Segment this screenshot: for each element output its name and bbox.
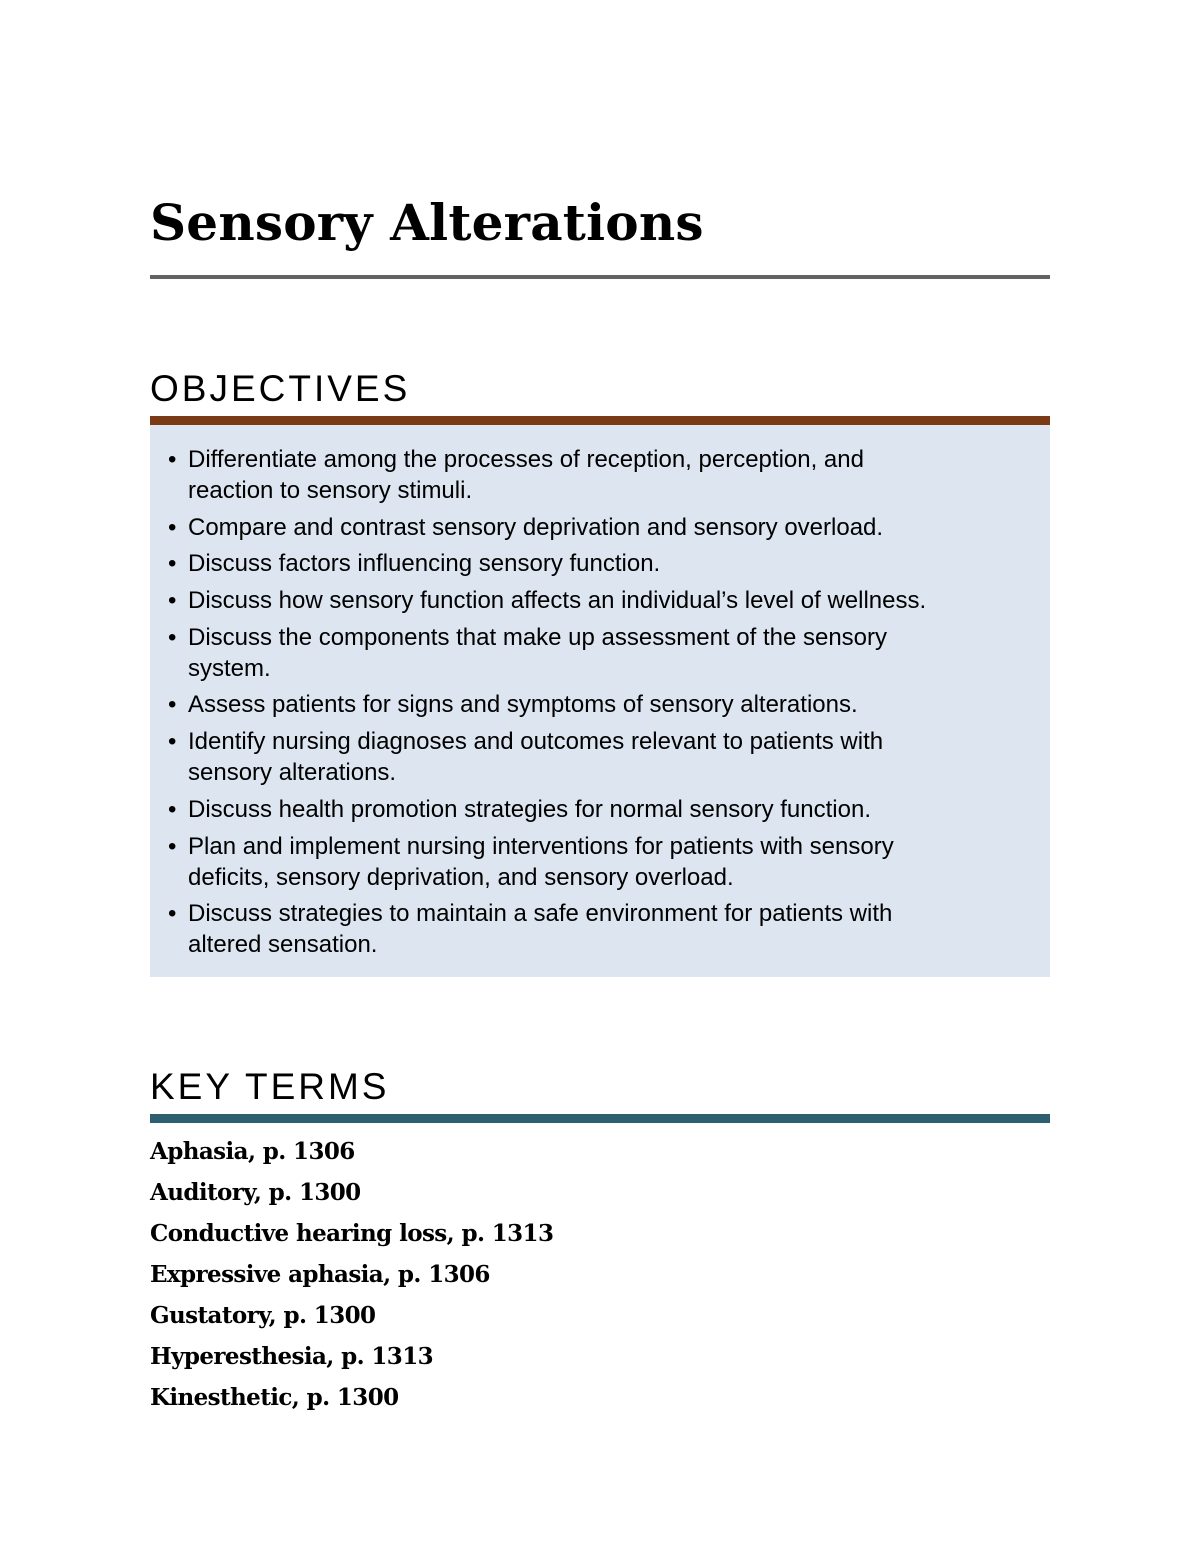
objective-line: Discuss health promotion strategies for normal sensory function. bbox=[188, 795, 871, 823]
objective-item bbox=[168, 794, 1038, 825]
objective-line: Discuss the components that make up assessment of the sensory bbox=[188, 623, 888, 651]
bullet-icon: • bbox=[168, 550, 177, 578]
objective-item bbox=[168, 831, 1038, 893]
page-title: Sensory Alterations bbox=[150, 193, 704, 252]
objective-line: sensory alterations. bbox=[188, 759, 397, 787]
objective-line: system. bbox=[188, 654, 271, 682]
key-term: Kinesthetic, p. 1300 bbox=[150, 1384, 399, 1411]
bullet-icon: • bbox=[168, 623, 177, 651]
objective-line: altered sensation. bbox=[188, 931, 378, 959]
bullet-icon: • bbox=[168, 795, 177, 823]
bullet-icon: • bbox=[168, 900, 177, 928]
objective-item bbox=[168, 689, 1038, 720]
objectives-heading: OBJECTIVES bbox=[150, 368, 411, 409]
objective-item bbox=[168, 444, 1038, 506]
key-terms-divider bbox=[150, 1114, 1050, 1123]
key-term: Gustatory, p. 1300 bbox=[150, 1302, 376, 1329]
objective-line: Identify nursing diagnoses and outcomes relevant to patients with bbox=[188, 728, 884, 756]
objective-line: Differentiate among the processes of reception, perception, and bbox=[188, 446, 864, 473]
key-term: Hyperesthesia, p. 1313 bbox=[150, 1343, 434, 1370]
objective-line: Assess patients for signs and symptoms of sensory alterations. bbox=[188, 691, 858, 719]
bullet-icon: • bbox=[168, 728, 177, 756]
objective-item bbox=[168, 585, 1038, 616]
key-term: Conductive hearing loss, p. 1313 bbox=[150, 1220, 554, 1247]
key-term: Expressive aphasia, p. 1306 bbox=[150, 1261, 490, 1288]
objectives-box bbox=[150, 425, 1050, 977]
objective-line: Discuss factors influencing sensory function. bbox=[188, 550, 661, 578]
objective-line: Discuss how sensory function affects an individual’s level of wellness. bbox=[188, 587, 927, 615]
objective-item bbox=[168, 622, 1038, 684]
objective-line: Discuss strategies to maintain a safe environment for patients with bbox=[188, 900, 893, 928]
objective-item bbox=[168, 512, 1038, 543]
bullet-icon: • bbox=[168, 587, 177, 615]
key-terms-list bbox=[150, 1131, 553, 1418]
objective-line: deficits, sensory deprivation, and sensory overload. bbox=[188, 863, 734, 891]
objectives-list bbox=[168, 444, 1038, 966]
objective-line: Compare and contrast sensory deprivation and sensory overload. bbox=[188, 513, 884, 541]
title-divider bbox=[150, 275, 1050, 279]
objective-line: reaction to sensory stimuli. bbox=[188, 477, 473, 504]
key-terms-heading: KEY TERMS bbox=[150, 1066, 390, 1107]
key-term: Aphasia, p. 1306 bbox=[150, 1138, 355, 1165]
objective-item bbox=[168, 548, 1038, 579]
bullet-icon: • bbox=[168, 446, 177, 473]
objectives-divider bbox=[150, 416, 1050, 425]
objective-line: Plan and implement nursing interventions for patients with sensory bbox=[188, 832, 894, 860]
objective-item bbox=[168, 898, 1038, 960]
bullet-icon: • bbox=[168, 513, 177, 541]
objective-item bbox=[168, 726, 1038, 788]
bullet-icon: • bbox=[168, 691, 177, 719]
bullet-icon: • bbox=[168, 832, 177, 860]
key-term: Auditory, p. 1300 bbox=[150, 1179, 361, 1206]
